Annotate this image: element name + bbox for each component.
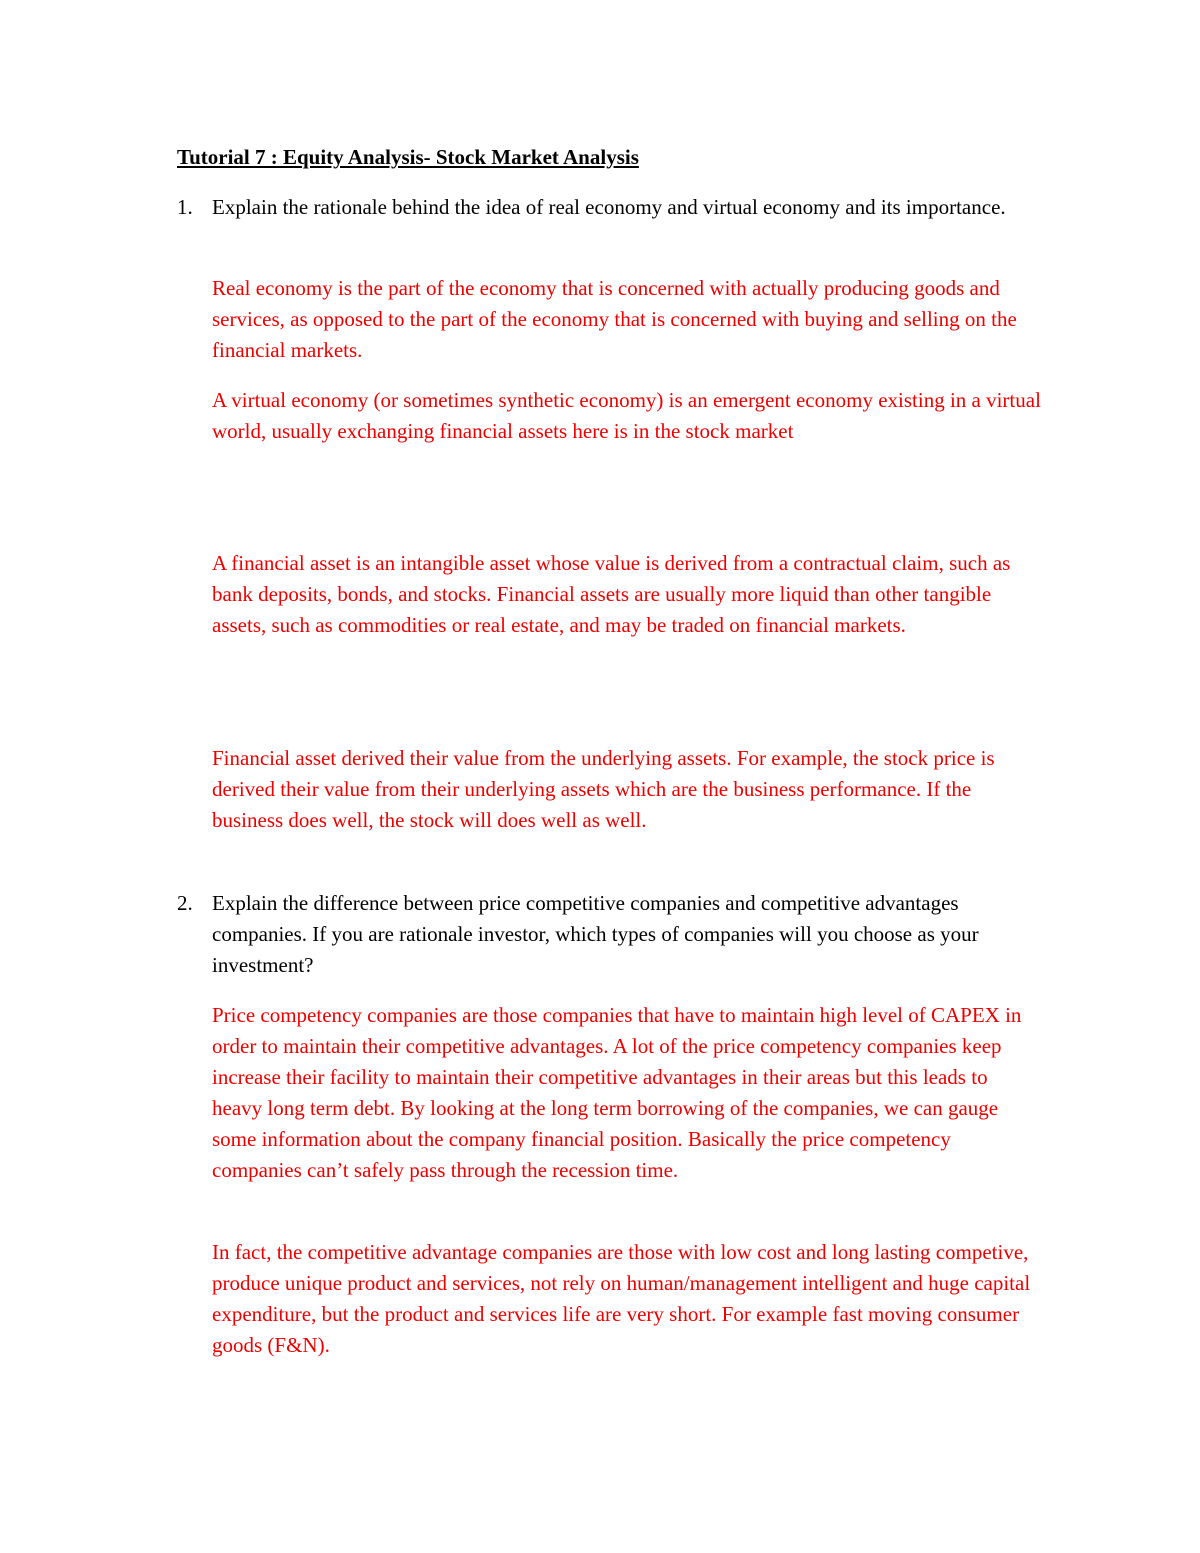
answer-paragraph: A virtual economy (or sometimes synthetic economy) is an emergent economy existing in a virtual world, usually exchanging financial assets here is in the stock market — [212, 388, 1041, 443]
question-number: 1. — [177, 195, 193, 219]
question-text: Explain the rationale behind the idea of real economy and virtual economy and its importance. — [212, 195, 1006, 219]
question-1 — [177, 192, 1037, 223]
question-2 — [177, 888, 1037, 981]
answer-paragraph: Financial asset derived their value from the underlying assets. For example, the stock price is derived their value from their underlying assets which are the business performance. If the business does well, the stock will does well as well. — [212, 746, 995, 832]
answer-paragraph: A financial asset is an intangible asset whose value is derived from a contractual claim, such as bank deposits, bonds, and stocks. Financial assets are usually more liquid than other tangible assets, such as commodities or real estate, and may be traded on financial markets. — [212, 551, 1011, 637]
answer-paragraph: Real economy is the part of the economy that is concerned with actually producing goods and services, as opposed to the part of the economy that is concerned with buying and selling on the financial markets. — [212, 276, 1017, 362]
document-title: Tutorial 7 : Equity Analysis- Stock Market Analysis — [177, 145, 639, 169]
answer-paragraph: In fact, the competitive advantage companies are those with low cost and long lasting competive, produce unique product and services, not rely on human/management intelligent and huge capital expenditure, but the product and services life are very short. For example fast moving consumer goods (F&N). — [212, 1240, 1031, 1357]
answer-paragraph: Price competency companies are those companies that have to maintain high level of CAPEX in order to maintain their competitive advantages. A lot of the price competency companies keep increase their facility to maintain their competitive advantages in their areas but this leads to heavy long term debt. By looking at the long term borrowing of the companies, we can gauge some information about the company financial position. Basically the price competency companies can’t safely pass through the recession time. — [212, 1003, 1022, 1182]
question-number: 2. — [177, 891, 193, 915]
question-text: Explain the difference between price competitive companies and competitive advantages companies. If you are rationale investor, which types of companies will you choose as your investment? — [212, 891, 979, 977]
